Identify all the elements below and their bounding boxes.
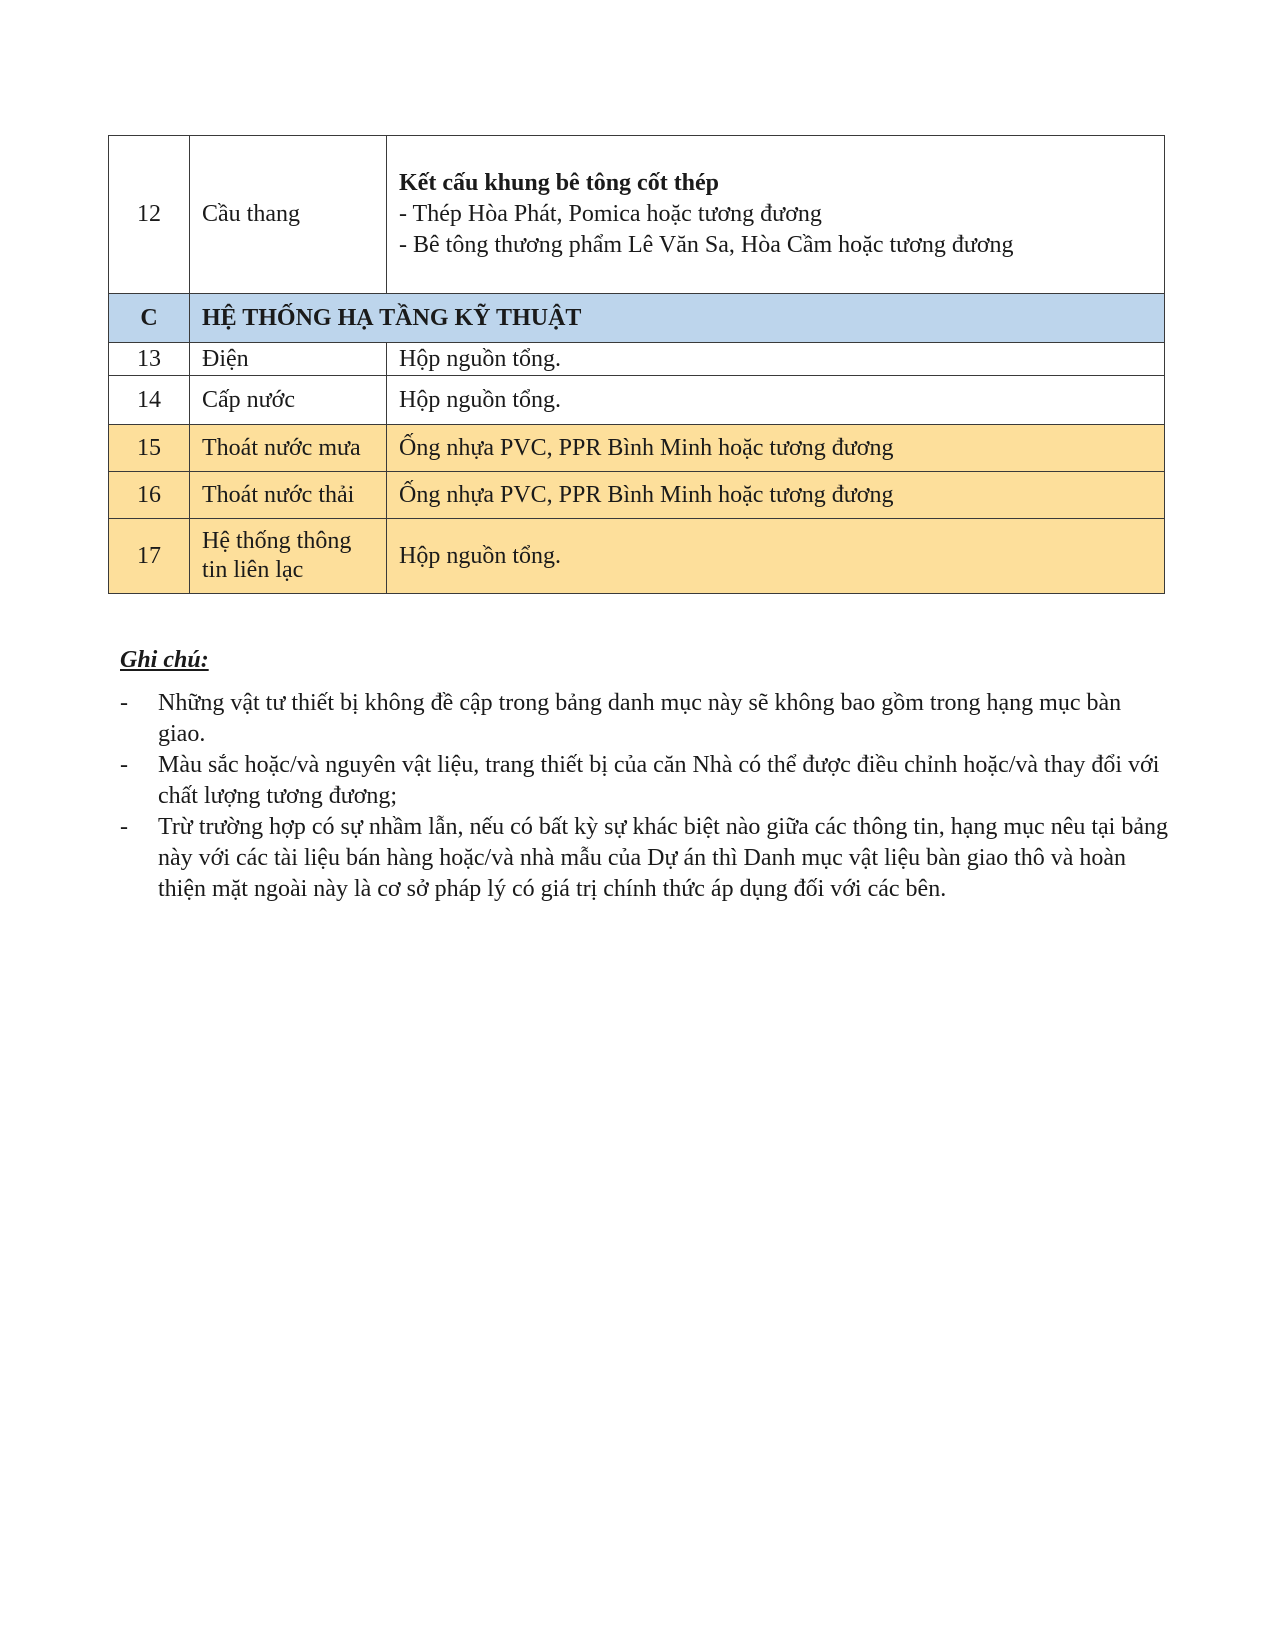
- note-text: Màu sắc hoặc/và nguyên vật liệu, trang thiết bị của căn Nhà có thể được điều chỉnh hoặc/và thay đổi với chất lượng tương đương;: [158, 752, 1160, 809]
- item-spec: Hộp nguồn tổng.: [387, 376, 1165, 425]
- row-number: 16: [109, 472, 190, 519]
- row-number: 17: [109, 519, 190, 594]
- item-spec: Ống nhựa PVC, PPR Bình Minh hoặc tương đương: [387, 472, 1165, 519]
- item-name: Thoát nước thải: [190, 472, 387, 519]
- note-item: [120, 812, 1170, 905]
- item-name: Điện: [190, 343, 387, 376]
- spec-line: - Bê tông thương phẩm Lê Văn Sa, Hòa Cầm hoặc tương đương: [399, 232, 1014, 258]
- table-row: [109, 136, 1165, 294]
- note-dash: -: [120, 752, 128, 778]
- notes-title: Ghi chú:: [120, 647, 209, 673]
- table-row: [109, 472, 1165, 519]
- item-name: [190, 519, 387, 594]
- item-name: Thoát nước mưa: [190, 425, 387, 472]
- table-row: [109, 376, 1165, 425]
- spec-title: Kết cấu khung bê tông cốt thép: [399, 170, 720, 196]
- item-spec: Hộp nguồn tổng.: [387, 519, 1165, 594]
- row-number: 15: [109, 425, 190, 472]
- note-text: Trừ trường hợp có sự nhầm lẫn, nếu có bất kỳ sự khác biệt nào giữa các thông tin, hạng mục nêu tại bảng này với các tài liệu bán hàng hoặc/và nhà mẫu của Dự án thì Danh mục vật liệu bàn giao thô và hoàn thiện mặt ngoài này là cơ sở pháp lý có giá trị chính thức áp dụng đối với các bên.: [158, 814, 1168, 902]
- note-dash: -: [120, 814, 128, 840]
- table-row: [109, 519, 1165, 594]
- note-item: [120, 750, 1170, 812]
- section-title: HỆ THỐNG HẠ TẦNG KỸ THUẬT: [190, 294, 1165, 343]
- table-row: [109, 425, 1165, 472]
- item-spec: [387, 136, 1165, 294]
- table-row: [109, 343, 1165, 376]
- item-spec: Ống nhựa PVC, PPR Bình Minh hoặc tương đương: [387, 425, 1165, 472]
- note-item: [120, 688, 1170, 750]
- row-number: 13: [109, 343, 190, 376]
- item-spec: Hộp nguồn tổng.: [387, 343, 1165, 376]
- item-name: Cầu thang: [190, 136, 387, 294]
- row-number: 12: [109, 136, 190, 294]
- note-text: Những vật tư thiết bị không đề cập trong bảng danh mục này sẽ không bao gồm trong hạng mục bàn giao.: [158, 690, 1122, 747]
- section-code: C: [109, 294, 190, 343]
- section-header-row: [109, 294, 1165, 343]
- material-spec-table: [108, 135, 1165, 594]
- item-name: Cấp nước: [190, 376, 387, 425]
- notes-section: [120, 645, 1170, 905]
- row-number: 14: [109, 376, 190, 425]
- note-dash: -: [120, 690, 128, 716]
- item-name-line: Hệ thống thông: [202, 528, 352, 554]
- spec-line: - Thép Hòa Phát, Pomica hoặc tương đương: [399, 201, 822, 227]
- item-name-line: tin liên lạc: [202, 557, 304, 583]
